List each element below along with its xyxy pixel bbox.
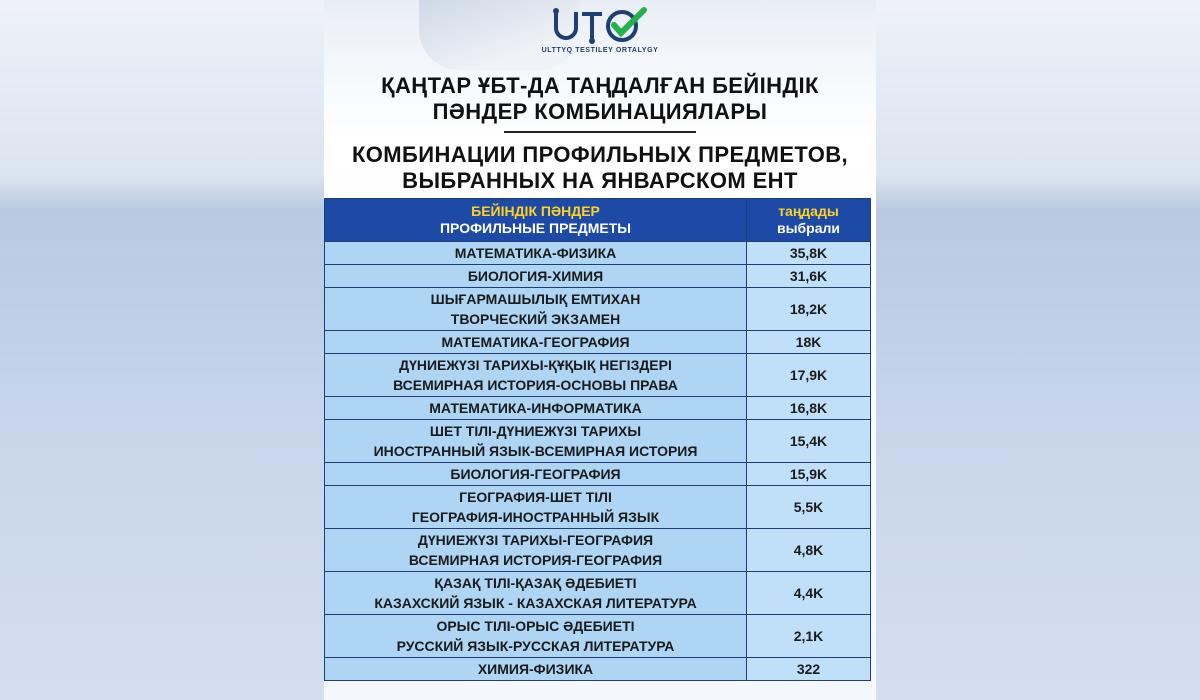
subject-kz: ШЫҒАРМАШЫЛЫҚ ЕМТИХАН [430, 291, 641, 307]
table-row [325, 331, 871, 354]
subject-cell [325, 572, 747, 615]
header-chosen [747, 199, 871, 242]
count-cell: 18K [747, 331, 871, 354]
subject-cell [325, 242, 747, 265]
combinations-table [324, 198, 871, 681]
logo-subtitle: ULTTYQ TESTILEY ORTALYGY [541, 47, 659, 54]
header-chosen-ru: выбрали [776, 220, 841, 236]
subject-kz: ДҮНИЕЖҮЗІ ТАРИХЫ-ҚҰҚЫҚ НЕГІЗДЕРІ [399, 357, 672, 373]
table-row [325, 265, 871, 288]
title-russian-line1: КОМБИНАЦИИ ПРОФИЛЬНЫХ ПРЕДМЕТОВ, [351, 142, 849, 167]
subject-cell [325, 354, 747, 397]
count-cell: 35,8K [747, 242, 871, 265]
subject-ru: ВСЕМИРНАЯ ИСТОРИЯ-ОСНОВЫ ПРАВА [393, 377, 678, 393]
logo [324, 6, 876, 54]
subject-cell [325, 420, 747, 463]
subject-kz: ДҮНИЕЖҮЗІ ТАРИХЫ-ГЕОГРАФИЯ [417, 532, 654, 548]
subject-cell [325, 486, 747, 529]
uto-logo-icon [550, 6, 650, 46]
count-cell: 4,8K [747, 529, 871, 572]
title-russian-line2: ВЫБРАННЫХ НА ЯНВАРСКОМ ЕНТ [402, 168, 798, 193]
table-row [325, 397, 871, 420]
table-row [325, 486, 871, 529]
subject-cell [325, 529, 747, 572]
header-subjects-ru: ПРОФИЛЬНЫЕ ПРЕДМЕТЫ [439, 220, 632, 236]
header-subjects [325, 199, 747, 242]
title-kazakh-line2: ПӘНДЕР КОМБИНАЦИЯЛАРЫ [432, 99, 768, 124]
count-cell: 5,5K [747, 486, 871, 529]
table-header-row [325, 199, 871, 242]
count-cell: 4,4K [747, 572, 871, 615]
subject-cell [325, 288, 747, 331]
subject-kz: ОРЫС ТІЛІ-ОРЫС ӘДЕБИЕТІ [436, 618, 635, 634]
title-kazakh [324, 73, 876, 125]
subject-kz: БИОЛОГИЯ-ГЕОГРАФИЯ [450, 466, 621, 482]
table-row [325, 572, 871, 615]
subject-kz: ХИМИЯ-ФИЗИКА [477, 661, 594, 677]
table-row [325, 420, 871, 463]
table-row [325, 242, 871, 265]
subject-ru: ТВОРЧЕСКИЙ ЭКЗАМЕН [450, 311, 621, 327]
table-row [325, 354, 871, 397]
count-cell: 18,2K [747, 288, 871, 331]
infographic-poster [324, 0, 876, 700]
count-cell: 322 [747, 658, 871, 681]
header-chosen-kz: таңдады [778, 203, 839, 219]
count-cell: 16,8K [747, 397, 871, 420]
table-row [325, 615, 871, 658]
subject-kz: ШЕТ ТІЛІ-ДҮНИЕЖҮЗІ ТАРИХЫ [429, 423, 642, 439]
subject-kz: ГЕОГРАФИЯ-ШЕТ ТІЛІ [459, 489, 612, 505]
header-subjects-kz: БЕЙІНДІК ПӘНДЕР [471, 203, 600, 219]
table-row [325, 463, 871, 486]
count-cell: 15,9K [747, 463, 871, 486]
count-cell: 31,6K [747, 265, 871, 288]
blurred-background-right [876, 0, 1200, 700]
table-row [325, 658, 871, 681]
subject-ru: КАЗАХСКИЙ ЯЗЫК - КАЗАХСКАЯ ЛИТЕРАТУРА [374, 595, 697, 611]
subject-cell [325, 658, 747, 681]
subject-cell [325, 331, 747, 354]
count-cell: 15,4K [747, 420, 871, 463]
subject-cell [325, 265, 747, 288]
subject-kz: МАТЕМАТИКА-ФИЗИКА [454, 245, 617, 261]
subject-kz: ҚАЗАҚ ТІЛІ-ҚАЗАҚ ӘДЕБИЕТІ [434, 575, 637, 591]
subject-ru: ВСЕМИРНАЯ ИСТОРИЯ-ГЕОГРАФИЯ [408, 552, 663, 568]
subject-kz: МАТЕМАТИКА-ИНФОРМАТИКА [429, 400, 642, 416]
table-row [325, 288, 871, 331]
subject-kz: МАТЕМАТИКА-ГЕОГРАФИЯ [441, 334, 630, 350]
count-cell: 2,1K [747, 615, 871, 658]
subject-cell [325, 397, 747, 420]
blurred-background-left [0, 0, 324, 700]
subject-ru: ГЕОГРАФИЯ-ИНОСТРАННЫЙ ЯЗЫК [411, 509, 660, 525]
subject-cell [325, 615, 747, 658]
title-russian [324, 142, 876, 194]
subject-ru: ИНОСТРАННЫЙ ЯЗЫК-ВСЕМИРНАЯ ИСТОРИЯ [373, 443, 698, 459]
subject-kz: БИОЛОГИЯ-ХИМИЯ [467, 268, 604, 284]
subject-ru: РУССКИЙ ЯЗЫК-РУССКАЯ ЛИТЕРАТУРА [396, 638, 675, 654]
title-kazakh-line1: ҚАҢТАР ҰБТ-ДА ТАҢДАЛҒАН БЕЙІНДІК [381, 73, 819, 98]
table-row [325, 529, 871, 572]
subject-cell [325, 463, 747, 486]
title-divider [504, 131, 696, 133]
count-cell: 17,9K [747, 354, 871, 397]
